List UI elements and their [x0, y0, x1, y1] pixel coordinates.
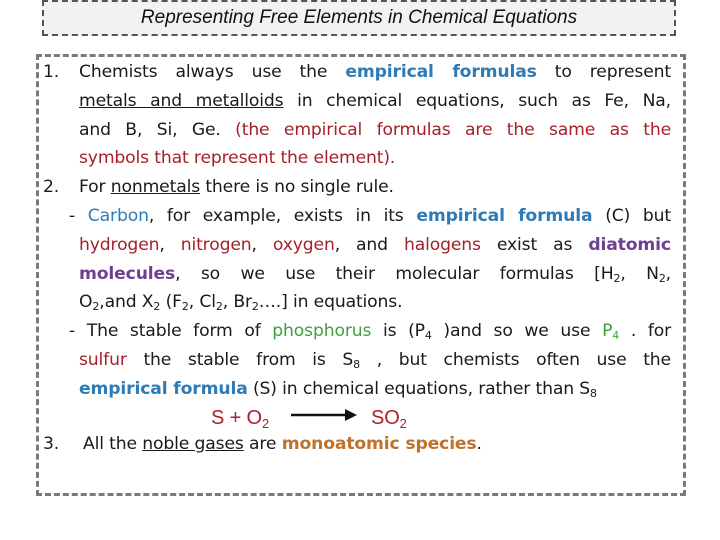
item2-text: exist as: [496, 234, 573, 255]
chemical-equation: [43, 404, 671, 430]
item2-text: (F: [165, 292, 182, 313]
item3-text: All the: [83, 433, 137, 454]
item3-line1: [43, 430, 671, 459]
subscript: 2: [92, 300, 100, 314]
word-sulfur: sulfur: [79, 349, 127, 370]
subscript: 2: [658, 271, 666, 285]
item2-text: (S) in chemical equations, rather than S: [252, 378, 591, 399]
subscript: 2: [613, 271, 621, 285]
item2-line3: [79, 231, 671, 260]
item2-line7: [79, 346, 671, 375]
item2-text: (C) but: [605, 205, 671, 226]
dash: -: [69, 205, 88, 226]
formula-p4: P: [602, 321, 613, 342]
item2-text: ,and X: [99, 292, 154, 313]
highlight-empirical-formula: empirical formula: [79, 378, 248, 399]
word-carbon: Carbon: [87, 205, 149, 226]
comma: ,: [159, 234, 181, 255]
item2-line8: [79, 375, 671, 404]
item2-text: , Br: [222, 292, 252, 313]
item2-text: - The stable form of: [69, 321, 261, 342]
word-oxygen: oxygen: [272, 234, 335, 255]
note-red: symbols that represent the element).: [79, 148, 396, 169]
highlight-empirical-formulas: empirical formulas: [345, 62, 537, 82]
highlight-diatomic: diatomic: [588, 234, 671, 255]
word-nitrogen: nitrogen: [180, 234, 252, 255]
highlight-molecules: molecules: [79, 263, 176, 284]
highlight-empirical-formula: empirical formula: [416, 205, 593, 226]
subscript: 8: [590, 386, 597, 400]
item1-number: 1.: [43, 62, 60, 82]
item2-text: the stable from is S: [143, 349, 354, 370]
subscript: 8: [353, 357, 361, 371]
item2-line6: [69, 317, 671, 346]
underlined-noble-gases: noble gases: [142, 433, 244, 454]
item2-text: For: [79, 177, 106, 198]
item2-text: , for example, exists in its: [148, 205, 404, 226]
subscript: 2: [153, 300, 161, 314]
item3-text: are: [249, 433, 277, 454]
item1-line2: [79, 87, 671, 116]
item3-number: 3.: [43, 433, 60, 454]
reaction-arrow-icon: [289, 408, 359, 422]
period: .: [476, 433, 482, 454]
item1-text: Chemists always use the: [79, 62, 328, 82]
subscript: 2: [215, 300, 223, 314]
highlight-monoatomic-species: monoatomic species: [281, 433, 477, 454]
subscript: 2: [181, 300, 189, 314]
item2-text: , so we use their molecular formulas [H: [175, 263, 614, 284]
slide-title: Representing Free Elements in Chemical Equations: [140, 7, 578, 28]
item1-line1: [43, 58, 671, 87]
word-hydrogen: hydrogen: [79, 234, 160, 255]
comma: ,: [251, 234, 273, 255]
equation-reactants: $S + O_2$: [211, 406, 270, 431]
item1-line3: [79, 116, 671, 145]
item2-line1: [43, 173, 671, 202]
item2-number: 2.: [43, 177, 60, 198]
item2-line5: [79, 288, 671, 317]
note-red: (the empirical formulas are the same as the: [235, 119, 671, 140]
item1-text: to represent: [554, 62, 671, 82]
item2-text: , N: [620, 263, 659, 284]
word-phosphorus: phosphorus: [272, 321, 372, 342]
title-banner: [42, 0, 676, 36]
item1-text: in chemical equations, such as Fe, Na,: [297, 90, 671, 111]
item2-line2: [69, 202, 671, 231]
item1-line4: [79, 144, 671, 173]
word-halogens: halogens: [403, 234, 481, 255]
equation-product: $SO_2$: [371, 406, 407, 431]
underlined-nonmetals: nonmetals: [110, 177, 201, 198]
item2-text: . for: [630, 321, 671, 342]
item1-text: and B, Si, Ge.: [79, 119, 221, 140]
subscript: 2: [251, 300, 259, 314]
underlined-metals-metalloids: metals and metalloids: [79, 90, 284, 111]
item2-text: , Cl: [188, 292, 216, 313]
item2-text: O: [79, 292, 93, 313]
item2-text: , but chemists often use the: [376, 349, 671, 370]
comma: ,: [665, 263, 671, 284]
item2-line4: [79, 260, 671, 289]
item2-text: , and: [334, 234, 388, 255]
item2-text: there is no single rule.: [205, 177, 394, 198]
item2-text: is (P: [383, 321, 425, 342]
subscript: 4: [424, 329, 432, 343]
item2-text: ….] in equations.: [258, 292, 403, 313]
subscript: 4: [612, 329, 620, 343]
item2-text: )and so we use: [443, 321, 591, 342]
content-body: [43, 58, 671, 458]
